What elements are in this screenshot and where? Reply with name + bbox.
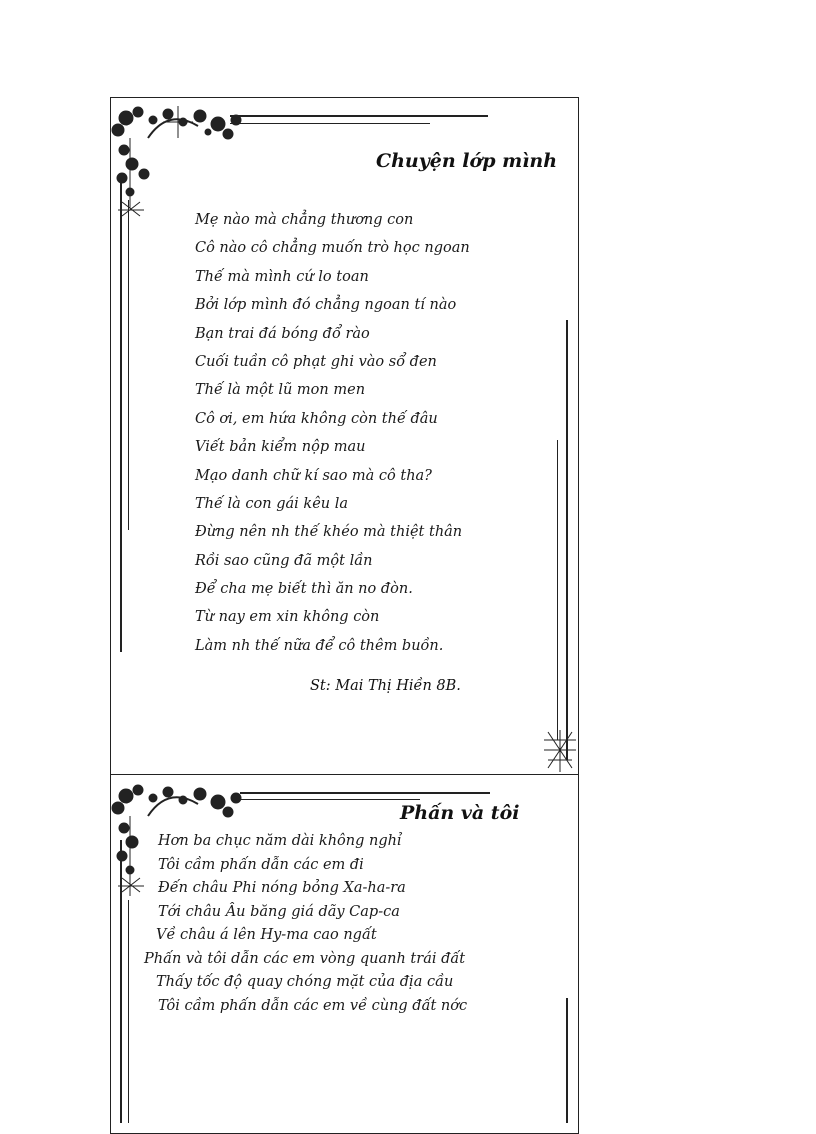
- poem-line: Về châu á lên Hy-ma cao ngất: [156, 927, 377, 943]
- poem-line: Cuối tuần cô phạt ghi vào sổ đen: [195, 353, 437, 370]
- poem-title: Chuyện lớp mình: [376, 150, 558, 172]
- left-rule-1a: [120, 180, 122, 652]
- top-rule-1a: [230, 115, 488, 117]
- poem-line: Viết bản kiểm nộp mau: [195, 439, 366, 456]
- poem-body: [144, 830, 467, 1018]
- top-rule-2a: [240, 792, 490, 794]
- poem-line: Bạn trai đá bóng đổ rào: [195, 325, 370, 342]
- poem-line: Cô ơi, em hứa không còn thế đâu: [195, 410, 438, 427]
- poem-line: Cô nào cô chẳng muốn trò học ngoan: [195, 240, 470, 257]
- poem-line: Tới châu Âu băng giá dãy Cap-ca: [158, 903, 400, 920]
- poem-line: Thế là con gái kêu la: [195, 495, 349, 512]
- flower-corner-ornament-icon: [540, 728, 580, 774]
- right-rule-2a: [566, 998, 568, 1123]
- right-rule-1b: [557, 440, 558, 740]
- poem-signature: St: Mai Thị Hiền 8B.: [310, 678, 461, 694]
- poem-body: [195, 206, 470, 660]
- poem-line: Rồi sao cũng đã một lần: [195, 552, 373, 569]
- poem-line: Thế mà mình cứ lo toan: [195, 268, 369, 285]
- poem-line: Làm nh thế nữa để cô thêm buồn.: [195, 637, 444, 654]
- poem-line: Tôi cầm phấn dẫn các em về cùng đất nớc: [158, 997, 468, 1014]
- poem-line: Đến châu Phi nóng bỏng Xa-ha-ra: [158, 880, 406, 896]
- poem-line: Mẹ nào mà chẳng thương con: [195, 212, 414, 228]
- poem-line: Phấn và tôi dẫn các em vòng quanh trái đất: [144, 950, 466, 967]
- left-rule-2b: [128, 900, 129, 1123]
- poem-line: Thấy tốc độ quay chóng mặt của địa cầu: [156, 974, 454, 990]
- poem-line: Tôi cầm phấn dẫn các em đi: [158, 856, 364, 873]
- poem-title: Phấn và tôi: [400, 802, 520, 824]
- poem-line: Bởi lớp mình đó chẳng ngoan tí nào: [195, 297, 457, 314]
- poem-line: Đừng nên nh thế khéo mà thiệt thân: [195, 524, 463, 541]
- poem-line: Mạo danh chữ kí sao mà cô tha?: [195, 467, 432, 484]
- top-rule-2b: [240, 799, 420, 800]
- right-rule-1a: [566, 320, 568, 760]
- top-rule-1b: [230, 123, 430, 124]
- left-rule-1b: [128, 200, 129, 530]
- poem-line: Thế là một lũ mon men: [195, 382, 366, 399]
- poem-line: Từ nay em xin không còn: [195, 609, 380, 626]
- poem-line: Để cha mẹ biết thì ăn no đòn.: [195, 581, 413, 598]
- poem-line: Hơn ba chục năm dài không nghỉ: [158, 833, 402, 849]
